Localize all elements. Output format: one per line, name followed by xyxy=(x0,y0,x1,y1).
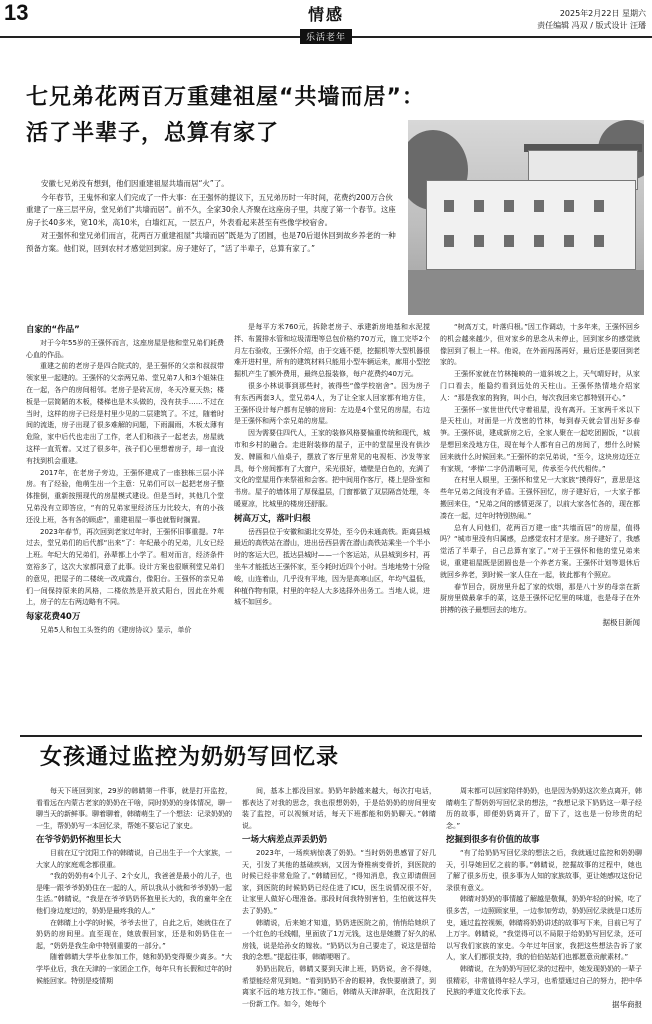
section-title: 情感 xyxy=(308,5,345,24)
body-paragraph: “我的奶奶有4个儿子、2个女儿，我爸爸是最小的儿子，也是唯一跟爷爷奶奶住在一起的人，所以我从小就和爷爷奶奶一起生活。”韩睛说，“我是在爷爷奶奶怀抱里长大的，我的童年全在他们身边度过的，奶奶是最疼我的人。” xyxy=(36,872,232,915)
article2-headline: 女孩通过监控为奶奶写回忆录 xyxy=(40,745,340,770)
body-paragraph: 在村里人眼里，王强怀和堂兄一大家族“摸得好”，意思是这些年兄弟之间没有矛盾。王强怀回忆，房子建好后，一大家子都搬回来住，“兄弟之间的感情更深了，以前大家各忙各的，现在都凑在一起，过年时特别热闹。” xyxy=(440,476,640,520)
subheading: 自家的“作品” xyxy=(26,325,80,335)
body-paragraph: 重建之前的老房子是四合院式的，是王强怀的父亲和叔叔带领家里一起建的。王强怀的父亲两兄弟、堂兄弟7人和3个姐妹住在一起，各户的房间相邻。老房子是砖瓦房，冬天冷夏天热；楼板是一层简陋的木板，楼梯也是木头做的，没有扶手……不过在当时，这样的房子已经是村里少见的二层建筑了。不过，随着时间的流逝，房子出现了很多难解的问题，下雨漏雨，木板太薄有危险，家中后代也走出了工作，老人们和孩子一起老去，房屋就这样一直荒着。又过了很多年，孩子们心里想着房子，却一直没有找到机会重建。 xyxy=(26,362,224,465)
article2-column-3 xyxy=(446,786,642,1018)
body-paragraph: 韩睛说，后来她才知道，奶奶进医院之前，悄悄给她织了一个红色的毛线帽，里面放了1万元钱，这也是她攒了好久的私房钱，说是给孙女的嫁妆。“奶奶以为自己要走了，说这是留给我的念想。”提起往事，韩睛哽咽了。 xyxy=(242,918,436,962)
window xyxy=(564,235,574,247)
article-divider xyxy=(20,735,642,737)
window xyxy=(594,200,604,212)
section-tag: 乐活老年 xyxy=(300,29,352,44)
lead-paragraph: 安徽七兄弟没有想到，他们因重建祖屋共墙而居“火”了。 xyxy=(41,179,229,188)
headline-line-2: 活了半辈子，总算有家了 xyxy=(26,121,280,146)
subheading: 树高万丈，落叶归根 xyxy=(234,513,311,524)
body-paragraph: 王强怀家就在竹林掩映的一道斜坡之上，天气晴好时，从家门口看去，能隐约看到远处的天柱山。王强怀热情地介绍家人：“那是我家的狗狗，叫小白，每次我回来它都特别开心。” xyxy=(440,370,640,402)
body-paragraph: 周末都可以回家陪伴奶奶，也是因为奶奶这次差点离开，韩睛萌生了帮奶奶写回忆录的想法，“我想记录下奶奶这一辈子经历的故事，即便奶奶离开了，留下了，这也是一份珍贵的纪念。” xyxy=(446,787,642,830)
window xyxy=(564,200,574,212)
article2-column-2 xyxy=(242,786,436,1018)
subheading: 在爷爷奶奶怀抱里长大 xyxy=(36,835,122,846)
body-paragraph: “有了给奶奶写回忆录的想法之后，我就通过监控和奶奶聊天，引导她回忆之前的事。”韩睛说，挖掘故事的过程中，她也了解了很多历史，很多事为人知的家族故事，更让她感叹这份记录很有意义。 xyxy=(446,848,642,892)
body-paragraph: 因为需要住四代人，王家的装修风格要偏重传统和现代，城市和乡村的融合。走进附装修的屋子，正中的堂屋里没有供沙发、牌匾和八仙桌子，摆放了客厅里常见的电视柜、沙发等家具，每个房间都有了大窗户，采光很好，墙壁是白色的，充满了文化的堂屋用作来祭祖和会客。把中间用作客厅，楼上是卧室和书房。屋子的墙体用了厚保温层，门窗都做了双层隔音处理，冬暖夏凉，比城里的楼房还舒服。 xyxy=(234,429,430,508)
body-paragraph: “树高万丈，叶落归根。”因工作调动，十多年来，王强怀回乡的机会越来越少，但对家乡的思念从未停止，回到家乡的感觉就像回到了根上一样。他说，在外面闯荡再好，最后还是要回到老家的。 xyxy=(440,323,640,367)
body-paragraph: 春节回合，厨房里升起了家的炊烟，那是八十岁的母亲在新厨房里做最拿手的菜，这是王强怀记忆里的味道，也是母子在外拼搏的孩子最想回去的地方。 xyxy=(440,582,640,615)
body-paragraph: 间，基本上都没回家。奶奶年龄越来越大，每次打电话，都表达了对我的思念，我也很想奶奶，于是给奶奶的房间里安装了监控，可以视频对话，每天下班都能和奶奶聊天。”韩睛说。 xyxy=(242,787,436,830)
window xyxy=(534,235,544,247)
body-paragraph: 韩睛对奶奶的事情越了解越是敬佩，奶奶年轻的时候，吃了很多苦，一边照顾家里，一边参加劳动，奶奶回忆录就是口述历史，通过监控视频，韩睛将奶奶讲述的故事写下来，目前已写了上万字。韩睛说，“我觉得可以不局限于给奶奶写回忆录，还可以写我们家族的家史。今年过年回家，我把这些想法告诉了家人，家人们都很支持，我的伯伯姑姑们也都愿意贡献素材。” xyxy=(446,895,642,962)
headline-line-1: 七兄弟花两百万重建祖屋“共墙而居”： xyxy=(26,85,425,110)
page-header xyxy=(0,0,652,43)
body-paragraph: 随着韩睛大学毕业参加工作，她和奶奶变得聚少离多。“大学毕业后，我在天津的一家团企工作，每年只有长假和过年的时候能回家。特别是疫情期 xyxy=(36,953,232,985)
body-paragraph: 兄弟5人和包工头签约的《建房协议》显示，单价 xyxy=(40,625,192,634)
issue-date: 2025年2月22日 星期六 xyxy=(559,9,646,18)
body-paragraph: 在韩睛上小学的时候，爷爷去世了，自此之后，她就住在了奶奶的房间里。直至现在，她放假回家，还是和奶奶住在一起，“奶奶是我生命中特别重要的一部分。” xyxy=(36,918,232,950)
window xyxy=(534,200,544,212)
building-main xyxy=(426,180,636,270)
body-paragraph: 对于今年55岁的王强怀而言，这座房屋是他和堂兄弟们耗费心血的作品。 xyxy=(26,338,224,359)
body-paragraph: 很多小林说事到那些时，被得些“像学校宿舍”。因为房子有东西两套3人，堂兄弟4人，为了让全家人回家都有地方住，王强怀设计每户都有足够的房间：左边是4个堂兄的房屋，右边是王强怀和两个亲兄弟的房屋。 xyxy=(234,381,430,426)
window xyxy=(444,200,454,212)
window xyxy=(504,235,514,247)
body-paragraph: 2023年春节，再次回到老家过年时，王强怀旧事重提。7年过去，堂兄弟们的后代都“出来”了：年纪最小的兄弟，儿女已经上班。年纪大的兄弟们，孙辈都上小学了。相对而言，经济条件宽裕多了，这次大家都同意了此事。设计方案也很顺利堂兄弟们的意见，把屋子的二楼统一改成露台，像阳台。王强怀的亲兄弟们一间保持原来的风格，二楼依然是开放式阳台，因此在外观上，房子的左右两边略有不同。 xyxy=(26,527,224,607)
body-paragraph: 是每平方米760元，拆除老房子、承建新房地基和水泥搅拌、布置排水管和垃圾清理等总包价格约70万元，施工完毕2个月左右验收，王强怀介绍，由于交通不便，挖掘机等大型机器很难开进村里，所有的建筑材料只能用小型车辆运来，廊用小型挖掘机产生了额外费用，最终总报装修，每户花费约40万元。 xyxy=(234,323,430,379)
subheading: 挖掘到很多有价值的故事 xyxy=(446,835,540,846)
article1-column-3 xyxy=(440,322,640,732)
body-paragraph: 王强怀一家世世代代守着祖屋，没有离开。王家两千米以下是天柱山，对面是一片茂密的竹林，每到春天就会冒出好多春笋。王强怀说，建成新房之后，全家人聚在一起吃团圆饭，“以前是想回来没地方住，现在每个人都有自己的房间了，想什么时候回来就什么时候回来。”王强怀的亲兄弟说，“至今，这块房边还立有家规，‘孝悌’二字仍清晰可见，传承至今代代相传。” xyxy=(440,405,640,473)
article1-column-2 xyxy=(234,322,430,728)
body-paragraph: 韩睛说，在为奶奶写回忆录的过程中，她发现奶奶的一辈子很精彩，非常值得年轻人学习，也希望通过自己的努力，把中华民族的孝道文化传承下去。 xyxy=(446,964,642,997)
house-photo xyxy=(408,120,644,315)
window xyxy=(444,235,454,247)
window xyxy=(594,235,604,247)
body-paragraph: 岳西县位于安徽和湖北交界处，至今仍未通高铁。距离县城最近的高铁站在潜山，进出岳西县需在潜山高铁站乘坐一个半小时的客运大巴，抵达县城时——一个客运站，从县城到乡村，再坐车才能抵达王强怀家，至今耗时近四个小时。当地地势十分险峻，山连着山，几乎没有平地，因为是高寒山区，年均气温低，种植作物有限，村里的年轻人大多选择外出务工。当地人说，进城不如回乡。 xyxy=(234,527,430,607)
body-paragraph: 每天下班回到家，29岁的韩睛第一件事，就是打开监控，看看远在内蒙古老家的奶奶在干啥，同时奶奶的身体情况，聊一聊当天的新鲜事。聊着聊着，韩睛萌生了一个想法：记录奶奶的一生，帮奶奶写一本回忆录，帮她不要忘记了家史。 xyxy=(36,787,232,830)
body-paragraph: 奶奶出院后，韩睛又要到天津上班，奶奶说，舍不得她，希望能经常见到她。“看到奶奶不舍的眼神，我快要崩溃了，到离家不远的地方找工作。”随后，韩睛从天津辞职，在沈阳找了一份新工作。如今，她每个 xyxy=(242,964,436,1008)
ground xyxy=(408,270,644,315)
lead-paragraph: 今年春节，王鬼怀和家人们完成了一件大事：在王强怀的提议下，五兄弟历时一年时间，花费约200万合伙重建了一座三层平房，堂兄弟们“共墙而居”。前不久，全家30余人齐聚在这座房子里，共度了第一个春节。这座房子长40多米，宽10米，高10米，白墙红瓦，一层五户，外表看起来甚至有些像学校宿舍。 xyxy=(26,192,396,227)
section-banner xyxy=(300,2,352,44)
editor-credits: 责任编辑 冯双 / 版式设计 汪璠 xyxy=(537,21,646,30)
article-lead xyxy=(26,178,398,256)
body-paragraph: 2023年，一场疾病惊袭了奶奶。“当时奶奶患感冒了好几天，引发了其他的基础疾病，又因为脊椎病变骨折，到医院的时候已经非常危险了。”韩睛回忆，“得知消息，我立即请假回家，到医院的时候奶奶已经住进了ICU，医生说情况很不好，让家里人做好心理准备。那段时间我特别害怕，生怕就这样失去了奶奶。” xyxy=(242,848,436,915)
subheading: 每家花费40万 xyxy=(26,612,81,623)
source-credit: 据华商报 xyxy=(612,999,642,1009)
window xyxy=(474,200,484,212)
article2-column-1 xyxy=(36,786,232,1018)
window xyxy=(504,200,514,212)
body-paragraph: 总有人问他们，花两百万建一座“共墙而居”的房屋，值得吗？“城市里没有归属感，总感觉农村才是家。房子建好了，我感觉活了半辈子，自己总算有家了。”对于王强怀和他的堂兄弟来说，重建祖屋既是团圆也是一个养老方案。王强怀计划等退休后就回乡养老，到时候一家人住在一起，彼此都有个照应。 xyxy=(440,523,640,579)
subheading: 一场大病差点弄丢奶奶 xyxy=(242,835,328,846)
header-info xyxy=(537,8,646,32)
article1-column-1 xyxy=(26,322,224,732)
window xyxy=(474,235,484,247)
source-credit: 据极目新闻 xyxy=(602,617,640,627)
body-paragraph: 目前在辽宁沈阳工作的韩睛说，自己出生于一个大家族，一大家人的家庭观念都很重。 xyxy=(36,848,232,869)
body-paragraph: 2017年，在老房子旁边，王强怀建成了一座独栋三层小洋房。有了经验，他萌生出一个主意：兄弟们可以一起把老房子整体推倒，重新按照现代的房屋模式建设。但是当时，其他几个堂兄弟没有立即答应，“有的兄弟家里经济压力比较大，有的小孩还没上班，各有各的顾虑”，重建祖屋一事也就暂时搁置。 xyxy=(26,468,224,524)
page-number: 13 xyxy=(4,0,29,25)
lead-paragraph: 对王强怀和堂兄弟们而言，花两百万重建祖屋“共墙而居”既是为了团圆，也是70后退休回到故乡养老的一种预备方案。他们说，回到农村才感觉回到家。房子建好了，“活了半辈子，总算有家了。” xyxy=(26,231,396,253)
